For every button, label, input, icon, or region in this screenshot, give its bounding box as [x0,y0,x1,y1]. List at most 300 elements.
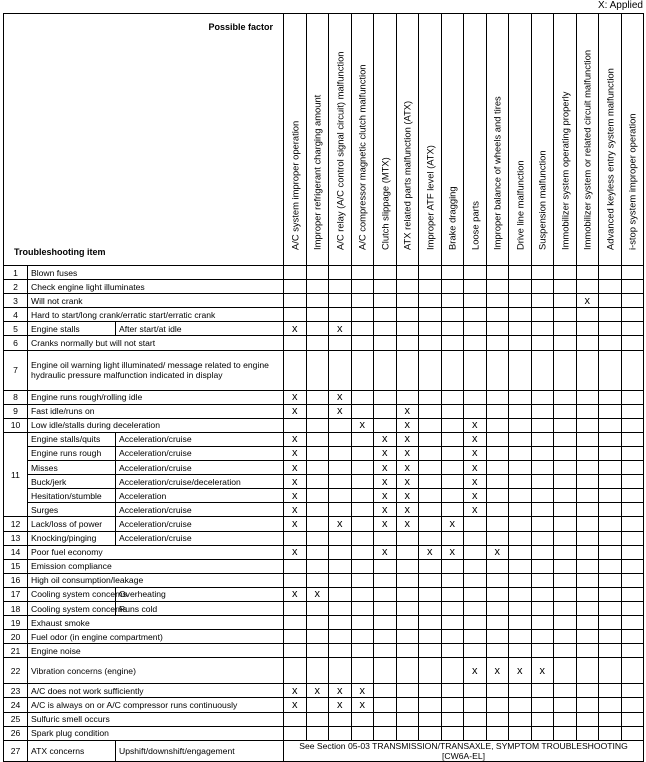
mark-cell [509,726,532,740]
mark-cell [441,280,464,294]
item-label: Surges [28,503,116,517]
item-label: Engine runs rough [28,446,116,460]
mark-cell [486,390,509,404]
mark-cell [374,336,397,350]
applied-mark: x [374,489,397,503]
applied-mark: x [329,698,352,712]
item-label: Low idle/stalls during deceleration [28,418,284,432]
item-label: Vibration concerns (engine) [28,658,284,684]
mark-cell [441,336,464,350]
mark-cell [441,573,464,587]
mark-cell [284,418,307,432]
mark-cell [464,404,487,418]
mark-cell [396,308,419,322]
mark-cell [396,266,419,280]
mark-cell [441,630,464,644]
mark-cell [441,531,464,545]
mark-cell [599,726,622,740]
mark-cell [621,684,644,698]
applied-mark: x [374,503,397,517]
mark-cell [351,573,374,587]
mark-cell [441,587,464,601]
mark-cell [351,446,374,460]
table-row [4,461,644,475]
applied-mark: x [396,461,419,475]
factor-label: Clutch slippage (MTX) [379,157,391,250]
row-number: 3 [4,294,28,308]
mark-cell [351,545,374,559]
mark-cell [509,644,532,658]
mark-cell [329,658,352,684]
mark-cell [554,545,577,559]
item-label: A/C is always on or A/C compressor runs continuously [28,698,284,712]
mark-cell [374,684,397,698]
mark-cell [531,350,554,390]
mark-cell [441,432,464,446]
mark-cell [621,616,644,630]
mark-cell [396,559,419,573]
mark-cell [486,446,509,460]
factor-label: Loose parts [469,201,481,250]
mark-cell [509,266,532,280]
mark-cell [419,418,442,432]
mark-cell [441,712,464,726]
mark-cell [621,446,644,460]
mark-cell [441,308,464,322]
mark-cell [621,601,644,615]
mark-cell [486,350,509,390]
mark-cell [599,390,622,404]
mark-cell [621,531,644,545]
mark-cell [306,531,329,545]
mark-cell [329,432,352,446]
mark-cell [554,726,577,740]
mark-cell [531,531,554,545]
mark-cell [419,712,442,726]
mark-cell [599,531,622,545]
troubleshooting-table [3,13,644,762]
mark-cell [486,294,509,308]
mark-cell [351,630,374,644]
applied-mark: x [284,545,307,559]
mark-cell [486,475,509,489]
mark-cell [621,280,644,294]
mark-cell [576,266,599,280]
mark-cell [351,489,374,503]
mark-cell [531,684,554,698]
mark-cell [419,280,442,294]
mark-cell [554,587,577,601]
mark-cell [306,418,329,432]
mark-cell [531,712,554,726]
factor-header [306,14,329,266]
mark-cell [576,350,599,390]
mark-cell [306,446,329,460]
row-number: 16 [4,573,28,587]
mark-cell [576,280,599,294]
mark-cell [576,545,599,559]
mark-cell [351,294,374,308]
applied-mark: x [396,503,419,517]
factor-header [464,14,487,266]
mark-cell [464,712,487,726]
mark-cell [621,503,644,517]
mark-cell [621,644,644,658]
item-label: Fuel odor (in engine compartment) [28,630,284,644]
mark-cell [351,517,374,531]
mark-cell [441,418,464,432]
mark-cell [531,517,554,531]
factor-label: Drive line malfunction [514,160,526,250]
mark-cell [441,446,464,460]
applied-mark: x [329,322,352,336]
mark-cell [554,432,577,446]
applied-mark: x [396,517,419,531]
mark-cell [621,322,644,336]
mark-cell [351,461,374,475]
mark-cell [329,531,352,545]
mark-cell [599,308,622,322]
item-label: Cooling system concerns [28,587,116,601]
mark-cell [531,573,554,587]
mark-cell [329,308,352,322]
mark-cell [306,559,329,573]
mark-cell [531,461,554,475]
mark-cell [351,601,374,615]
mark-cell [284,308,307,322]
applied-mark: x [284,390,307,404]
mark-cell [351,322,374,336]
applied-mark: x [329,404,352,418]
mark-cell [396,684,419,698]
mark-cell [306,489,329,503]
factor-header [396,14,419,266]
mark-cell [599,489,622,503]
mark-cell [419,266,442,280]
applied-mark: x [284,404,307,418]
table-row [4,266,644,280]
factor-header [419,14,442,266]
row-number: 9 [4,404,28,418]
item-label: Lack/loss of power [28,517,116,531]
mark-cell [554,503,577,517]
mark-cell [599,587,622,601]
mark-cell [329,630,352,644]
mark-cell [306,390,329,404]
mark-cell [486,280,509,294]
mark-cell [374,390,397,404]
mark-cell [509,308,532,322]
mark-cell [284,630,307,644]
mark-cell [306,726,329,740]
mark-cell [531,475,554,489]
table-row [4,573,644,587]
mark-cell [374,308,397,322]
mark-cell [419,308,442,322]
mark-cell [509,503,532,517]
mark-cell [464,559,487,573]
table-row [4,475,644,489]
mark-cell [306,573,329,587]
table-row [4,531,644,545]
mark-cell [599,573,622,587]
mark-cell [441,559,464,573]
mark-cell [599,698,622,712]
mark-cell [599,404,622,418]
mark-cell [599,475,622,489]
mark-cell [554,280,577,294]
mark-cell [509,684,532,698]
mark-cell [396,658,419,684]
applied-mark: x [464,475,487,489]
row-number: 6 [4,336,28,350]
mark-cell [621,308,644,322]
mark-cell [599,418,622,432]
mark-cell [329,489,352,503]
mark-cell [509,390,532,404]
mark-cell [441,658,464,684]
see-section-note: See Section 05-03 TRANSMISSION/TRANSAXLE, SYMPTOM TROUBLESHOOTING [CW6A-EL] [284,740,644,761]
mark-cell [621,573,644,587]
mark-cell [396,616,419,630]
mark-cell [351,266,374,280]
mark-cell [576,630,599,644]
mark-cell [531,644,554,658]
mark-cell [419,616,442,630]
factor-header [576,14,599,266]
mark-cell [284,601,307,615]
mark-cell [554,461,577,475]
mark-cell [284,616,307,630]
mark-cell [621,726,644,740]
mark-cell [554,658,577,684]
mark-cell [509,475,532,489]
factor-label: A/C relay (A/C control signal circuit) malfunction [334,51,346,250]
row-number: 13 [4,531,28,545]
mark-cell [621,432,644,446]
table-row [4,644,644,658]
mark-cell [576,503,599,517]
mark-cell [419,390,442,404]
applied-mark: x [329,517,352,531]
mark-cell [531,294,554,308]
mark-cell [531,336,554,350]
applied-mark: x [396,418,419,432]
applied-mark: x [441,545,464,559]
applied-mark: x [464,446,487,460]
mark-cell [351,475,374,489]
factor-label: Suspension malfunction [536,150,548,250]
mark-cell [374,587,397,601]
mark-cell [486,517,509,531]
mark-cell [351,390,374,404]
mark-cell [509,280,532,294]
legend: X: Applied [597,0,643,11]
mark-cell [374,404,397,418]
mark-cell [306,475,329,489]
table-row [4,404,644,418]
mark-cell [576,573,599,587]
mark-cell [306,350,329,390]
mark-cell [284,350,307,390]
possible-factor-label: Possible factor [208,22,274,32]
applied-mark: x [306,684,329,698]
mark-cell [531,698,554,712]
mark-cell [599,658,622,684]
row-number: 10 [4,418,28,432]
row-number: 17 [4,587,28,601]
mark-cell [509,601,532,615]
applied-mark: x [284,446,307,460]
mark-cell [351,432,374,446]
table-row [4,712,644,726]
table-row [4,489,644,503]
item-label: Will not crank [28,294,284,308]
mark-cell [329,280,352,294]
mark-cell [441,698,464,712]
mark-cell [374,712,397,726]
mark-cell [329,545,352,559]
table-row [4,336,644,350]
applied-mark: x [531,658,554,684]
mark-cell [531,559,554,573]
mark-cell [621,698,644,712]
mark-cell [306,294,329,308]
mark-cell [329,461,352,475]
mark-cell [329,726,352,740]
mark-cell [441,461,464,475]
row-number: 24 [4,698,28,712]
mark-cell [531,726,554,740]
mark-cell [531,390,554,404]
mark-cell [374,644,397,658]
mark-cell [329,573,352,587]
mark-cell [419,322,442,336]
table-row [4,658,644,684]
mark-cell [599,336,622,350]
applied-mark: x [351,684,374,698]
mark-cell [419,573,442,587]
mark-cell [329,294,352,308]
applied-mark: x [329,390,352,404]
mark-cell [509,461,532,475]
factor-header [329,14,352,266]
mark-cell [329,616,352,630]
mark-cell [329,475,352,489]
mark-cell [509,712,532,726]
mark-cell [531,587,554,601]
mark-cell [306,712,329,726]
mark-cell [486,266,509,280]
mark-cell [576,489,599,503]
mark-cell [621,336,644,350]
factor-label: A/C compressor magnetic clutch malfunction [356,64,368,250]
mark-cell [554,418,577,432]
row-number: 26 [4,726,28,740]
row-number: 18 [4,601,28,615]
mark-cell [306,601,329,615]
mark-cell [306,616,329,630]
mark-cell [284,726,307,740]
mark-cell [531,601,554,615]
mark-cell [509,698,532,712]
mark-cell [576,712,599,726]
mark-cell [599,446,622,460]
item-label: Misses [28,461,116,475]
mark-cell [554,350,577,390]
mark-cell [374,726,397,740]
mark-cell [509,432,532,446]
mark-cell [621,545,644,559]
factor-label: A/C system improper operation [289,120,301,250]
mark-cell [419,517,442,531]
mark-cell [351,531,374,545]
mark-cell [374,601,397,615]
mark-cell [374,559,397,573]
mark-cell [486,601,509,615]
mark-cell [599,503,622,517]
mark-cell [464,545,487,559]
header-row [4,14,644,266]
factor-label: Advanced keyless entry system malfunction [604,68,616,250]
mark-cell [576,531,599,545]
mark-cell [284,531,307,545]
table-row [4,616,644,630]
applied-mark: x [284,517,307,531]
item-label: Poor fuel economy [28,545,284,559]
table-row [4,684,644,698]
mark-cell [599,616,622,630]
table-row [4,294,644,308]
mark-cell [284,559,307,573]
mark-cell [509,350,532,390]
applied-mark: x [486,658,509,684]
mark-cell [599,630,622,644]
mark-cell [374,630,397,644]
mark-cell [464,726,487,740]
mark-cell [486,573,509,587]
mark-cell [509,294,532,308]
mark-cell [486,644,509,658]
mark-cell [396,726,419,740]
mark-cell [284,336,307,350]
mark-cell [374,531,397,545]
mark-cell [576,684,599,698]
mark-cell [374,322,397,336]
mark-cell [486,336,509,350]
mark-cell [531,432,554,446]
mark-cell [576,616,599,630]
mark-cell [486,432,509,446]
item-label: Engine oil warning light illuminated/ message related to engine hydraulic pressure malfunction indicated in display [28,350,284,390]
factor-header [486,14,509,266]
mark-cell [576,446,599,460]
mark-cell [531,308,554,322]
condition-label: Acceleration/cruise [116,517,284,531]
mark-cell [509,573,532,587]
mark-cell [576,475,599,489]
mark-cell [374,616,397,630]
mark-cell [486,559,509,573]
row-number: 1 [4,266,28,280]
mark-cell [576,698,599,712]
mark-cell [329,601,352,615]
mark-cell [576,461,599,475]
applied-mark: x [374,446,397,460]
applied-mark: x [396,489,419,503]
factor-header [351,14,374,266]
mark-cell [509,489,532,503]
